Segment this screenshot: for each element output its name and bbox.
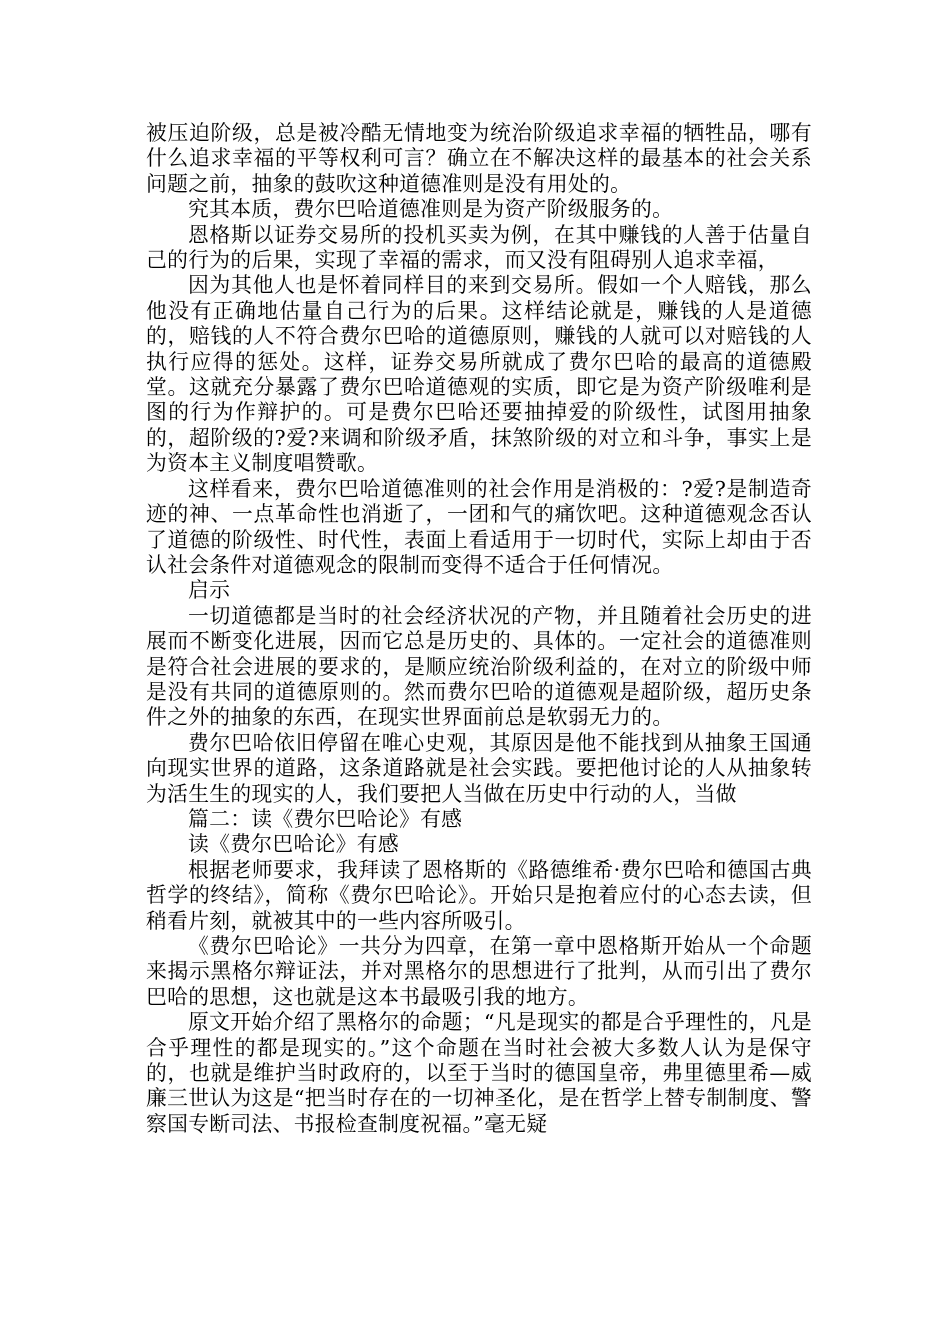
paragraph-6: 一切道德都是当时的社会经济状况的产物，并且随着社会历史的进展而不断变化进展，因而它总是历史的、具体的。一定社会的道德准则是符合社会进展的要求的，是顺应统治阶级利益的，在对立的阶级中师是没有共同的道德原则的。然而费尔巴哈的道德观是超阶级，超历史条件之外的抽象的东西，在现实世界面前总是软弱无力的。 <box>146 603 812 730</box>
document-body <box>146 121 812 1137</box>
paragraph-0: 被压迫阶级，总是被冷酷无情地变为统治阶级追求幸福的牺牲品，哪有什么追求幸福的平等权利可言？确立在不解决这样的最基本的社会关系问题之前，抽象的鼓吹这种道德准则是没有用处的。 <box>146 121 812 196</box>
paragraph-10: 根据老师要求，我拜读了恩格斯的《路德维希·费尔巴哈和德国古典哲学的终结》，简称《费尔巴哈论》。开始只是抱着应付的心态去读，但稍看片刻，就被其中的一些内容所吸引。 <box>146 857 812 933</box>
paragraph-2: 恩格斯以证券交易所的投机买卖为例，在其中赚钱的人善于估量自己的行为的后果，实现了幸福的需求，而又没有阻碍别人追求幸福， <box>146 222 812 273</box>
section-heading-revelation: 启示 <box>188 578 231 603</box>
paragraph-4: 这样看来，费尔巴哈道德准则的社会作用是消极的：?爱?是制造奇迹的神、一点革命性也消逝了，一团和气的痛饮吧。这种道德观念否认了道德的阶级性、时代性，表面上看适用于一切时代，实际上却由于否认社会条件对道德观念的限制而变得不适合于任何情况。 <box>146 476 812 577</box>
paragraph-1: 究其本质，费尔巴哈道德准则是为资产阶级服务的。 <box>188 197 674 222</box>
section-heading-part-two: 篇二：读《费尔巴哈论》有感 <box>188 806 463 831</box>
paragraph-7: 费尔巴哈依旧停留在唯心史观，其原因是他不能找到从抽象王国通向现实世界的道路，这条道路就是社会实践。要把他讨论的人从抽象转为活生生的现实的人，我们要把人当做在历史中行动的人，当做 <box>146 730 812 806</box>
paragraph-11: 《费尔巴哈论》一共分为四章，在第一章中恩格斯开始从一个命题来揭示黑格尔辩证法，并对黑格尔的思想进行了批判，从而引出了费尔巴哈的思想，这也就是这本书最吸引我的地方。 <box>146 934 812 1009</box>
paragraph-3: 因为其他人也是怀着同样目的来到交易所。假如一个人赔钱，那么他没有正确地估量自己行为的后果。这样结论就是，赚钱的人是道德的，赔钱的人不符合费尔巴哈的道德原则，赚钱的人就可以对赔钱的人执行应得的惩处。这样，证券交易所就成了费尔巴哈的最高的道德殿堂。这就充分暴露了费尔巴哈道德观的实质，即它是为资产阶级唯利是图的行为作辩护的。可是费尔巴哈还要抽掉爱的阶级性，试图用抽象的，超阶级的?爱?来调和阶级矛盾，抹煞阶级的对立和斗争，事实上是为资本主义制度唱赞歌。 <box>146 273 812 476</box>
article-title: 读《费尔巴哈论》有感 <box>188 832 399 857</box>
paragraph-12: 原文开始介绍了黑格尔的命题；“凡是现实的都是合乎理性的，凡是合乎理性的都是现实的。”这个命题在当时社会被大多数人认为是保守的，也就是维护当时政府的，以至于当时的德国皇帝，弗里德里希—威廉三世认为这是“把当时存在的一切神圣化，是在哲学上替专制制度、警察国专断司法、书报检查制度祝福。”毫无疑 <box>146 1010 812 1136</box>
